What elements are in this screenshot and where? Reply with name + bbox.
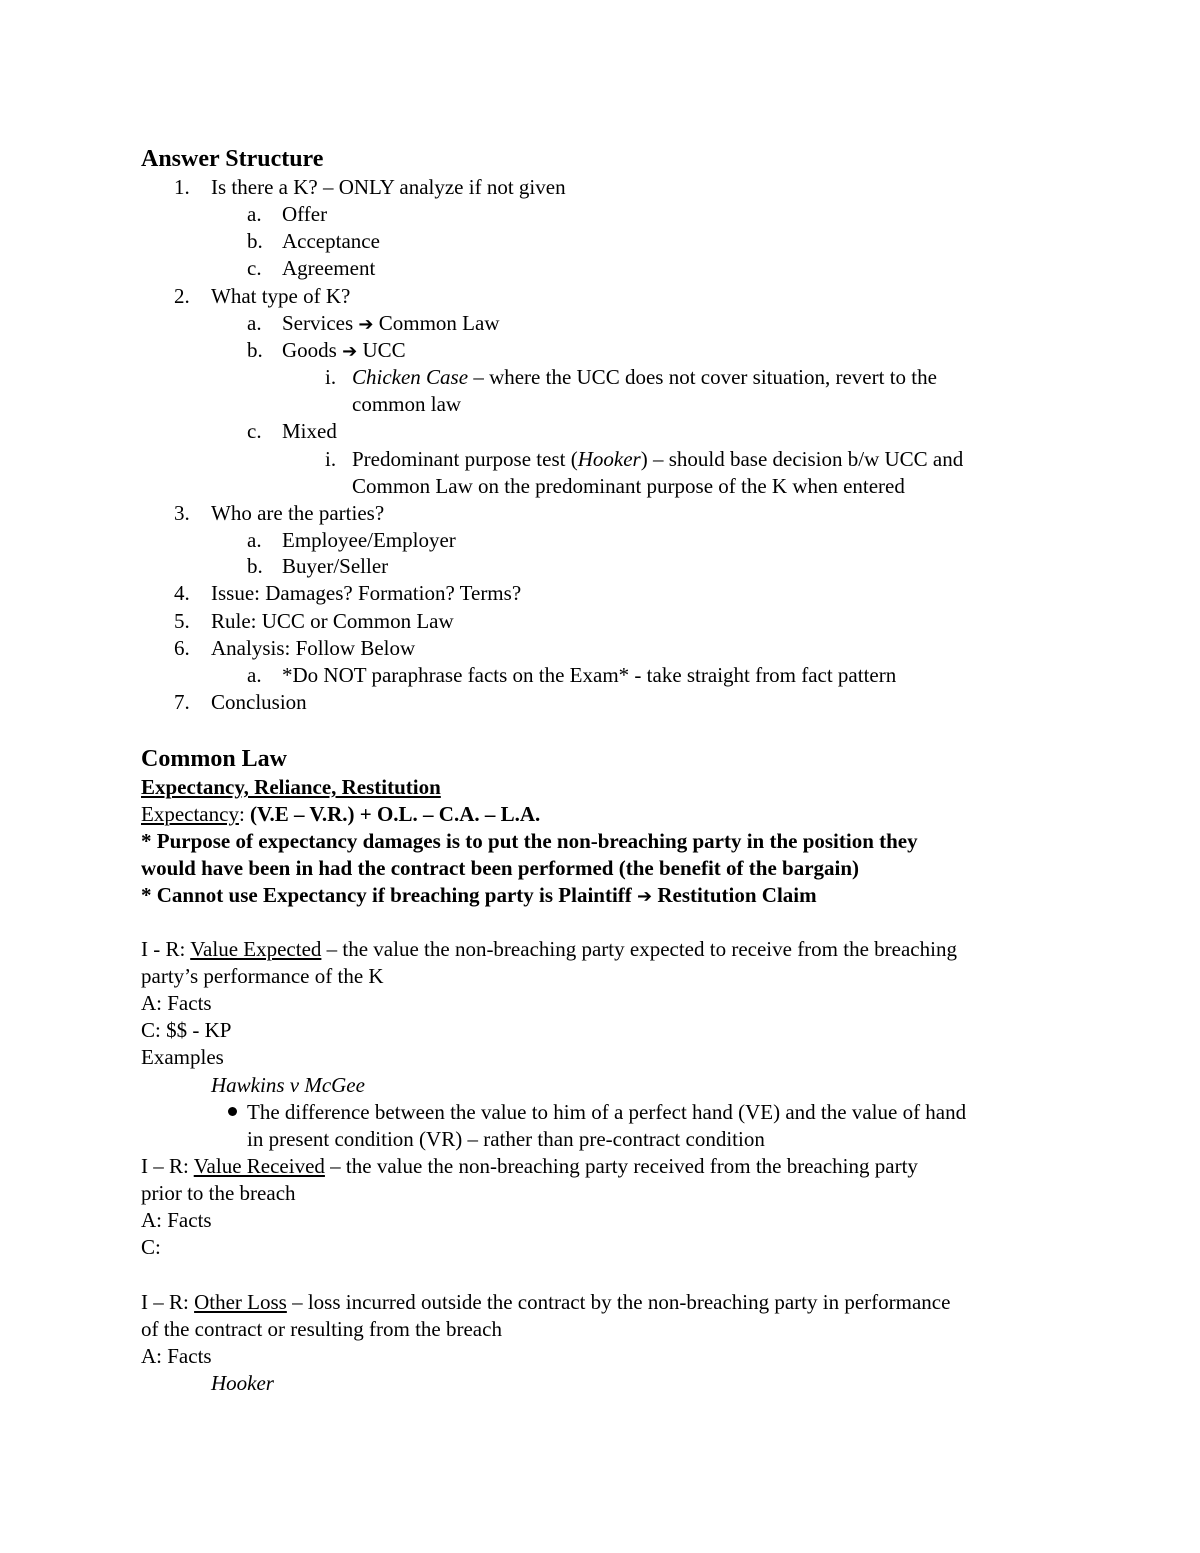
ir-prefix: I – R: [141, 1290, 195, 1314]
case-name: Hawkins v McGee [211, 1073, 365, 1097]
value-received-text: – the value the non-breaching party received from the breaching party [324, 1154, 918, 1178]
expectancy-label: Expectancy [141, 802, 239, 826]
ir-prefix: I - R: [141, 937, 191, 961]
formula: (V.E – V.R.) + O.L. – C.A. – L.A. [250, 802, 541, 826]
list-letter: b. [247, 338, 263, 362]
bullet-icon [228, 1107, 237, 1116]
right-arrow-icon: ➔ [637, 886, 653, 907]
list-number: 3. [174, 501, 190, 525]
list-item: Conclusion [211, 690, 307, 714]
value-received-line [141, 1153, 918, 1180]
examples-label: Examples [141, 1045, 224, 1069]
list-roman: i. [325, 365, 337, 389]
list-letter: a. [247, 663, 262, 687]
bullet-text: The difference between the value to him of a perfect hand (VE) and the value of hand [247, 1100, 967, 1124]
list-number: 6. [174, 636, 190, 660]
list-item: Issue: Damages? Formation? Terms? [211, 581, 522, 605]
list-subitem: Offer [282, 202, 328, 226]
predominant-text: Predominant purpose test ( [352, 447, 578, 471]
other-loss-line [141, 1289, 950, 1316]
list-item: Is there a K? – ONLY analyze if not given [211, 175, 566, 199]
purpose-note: * Purpose of expectancy damages is to put the non-breaching party in the position they [141, 829, 918, 853]
list-number: 1. [174, 175, 190, 199]
other-loss-label: Other Loss [194, 1290, 287, 1314]
list-letter: c. [247, 256, 262, 280]
list-subitem: Acceptance [282, 229, 380, 253]
value-expected-continued: party’s performance of the K [141, 964, 384, 988]
value-expected-text: – the value the non-breaching party expected to receive from the breaching [321, 937, 957, 961]
conclusion-line: C: $$ - KP [141, 1018, 232, 1042]
list-subitem: Buyer/Seller [282, 554, 389, 578]
purpose-note-continued: would have been in had the contract been performed (the benefit of the bargain) [141, 856, 860, 880]
list-subitem: Agreement [282, 256, 376, 280]
ir-prefix: I – R: [141, 1154, 194, 1178]
case-name: Hooker [577, 447, 641, 471]
ucc-text: UCC [362, 338, 406, 362]
analysis-line: A: Facts [141, 991, 212, 1015]
list-number: 5. [174, 609, 190, 633]
list-item: What type of K? [211, 284, 351, 308]
value-received-continued: prior to the breach [141, 1181, 296, 1205]
bullet-text-continued: in present condition (VR) – rather than pre-contract condition [247, 1127, 765, 1151]
other-loss-continued: of the contract or resulting from the breach [141, 1317, 502, 1341]
list-roman: i. [325, 447, 337, 471]
analysis-line: A: Facts [141, 1344, 212, 1368]
case-name: Hooker [211, 1371, 274, 1395]
case-name: Chicken Case [352, 365, 469, 389]
value-received-label: Value Received [193, 1154, 325, 1178]
list-letter: a. [247, 528, 262, 552]
expectancy-formula-line [141, 801, 540, 828]
list-subitem: Mixed [282, 419, 337, 443]
predominant-text-rest: ) – should base decision b/w UCC and [640, 447, 964, 471]
right-arrow-icon: ➔ [358, 314, 374, 335]
list-subsubitem [352, 446, 963, 473]
subheading: Expectancy, Reliance, Restitution [141, 775, 441, 799]
list-subitem [282, 310, 500, 338]
section-heading-common-law: Common Law [141, 746, 288, 772]
list-subsubitem-continued: common law [352, 392, 462, 416]
other-loss-text: – loss incurred outside the contract by the non-breaching party in performance [286, 1290, 951, 1314]
common-law-text: Common Law [378, 311, 500, 335]
list-letter: a. [247, 311, 262, 335]
conclusion-line: C: [141, 1235, 161, 1259]
list-letter: c. [247, 419, 262, 443]
list-subsubitem [352, 364, 937, 391]
list-letter: b. [247, 229, 263, 253]
value-expected-label: Value Expected [190, 937, 322, 961]
section-heading-answer-structure: Answer Structure [141, 146, 324, 172]
list-subitem: *Do NOT paraphrase facts on the Exam* - take straight from fact pattern [282, 663, 897, 687]
colon: : [238, 802, 251, 826]
cannot-text: * Cannot use Expectancy if breaching party is Plaintiff [141, 883, 638, 907]
list-letter: b. [247, 554, 263, 578]
list-number: 7. [174, 690, 190, 714]
services-text: Services [282, 311, 354, 335]
cannot-use-note [141, 882, 817, 910]
list-item: Analysis: Follow Below [211, 636, 416, 660]
restitution-text: Restitution Claim [652, 883, 817, 907]
right-arrow-icon: ➔ [342, 341, 358, 362]
analysis-line: A: Facts [141, 1208, 212, 1232]
list-subsubitem-continued: Common Law on the predominant purpose of the K when entered [352, 474, 905, 498]
list-letter: a. [247, 202, 262, 226]
case-description: – where the UCC does not cover situation, revert to the [468, 365, 937, 389]
list-subitem: Employee/Employer [282, 528, 456, 552]
list-number: 4. [174, 581, 190, 605]
value-expected-line [141, 936, 957, 963]
list-subitem [282, 337, 406, 365]
goods-text: Goods [282, 338, 337, 362]
list-item: Rule: UCC or Common Law [211, 609, 454, 633]
list-item: Who are the parties? [211, 501, 385, 525]
list-number: 2. [174, 284, 190, 308]
